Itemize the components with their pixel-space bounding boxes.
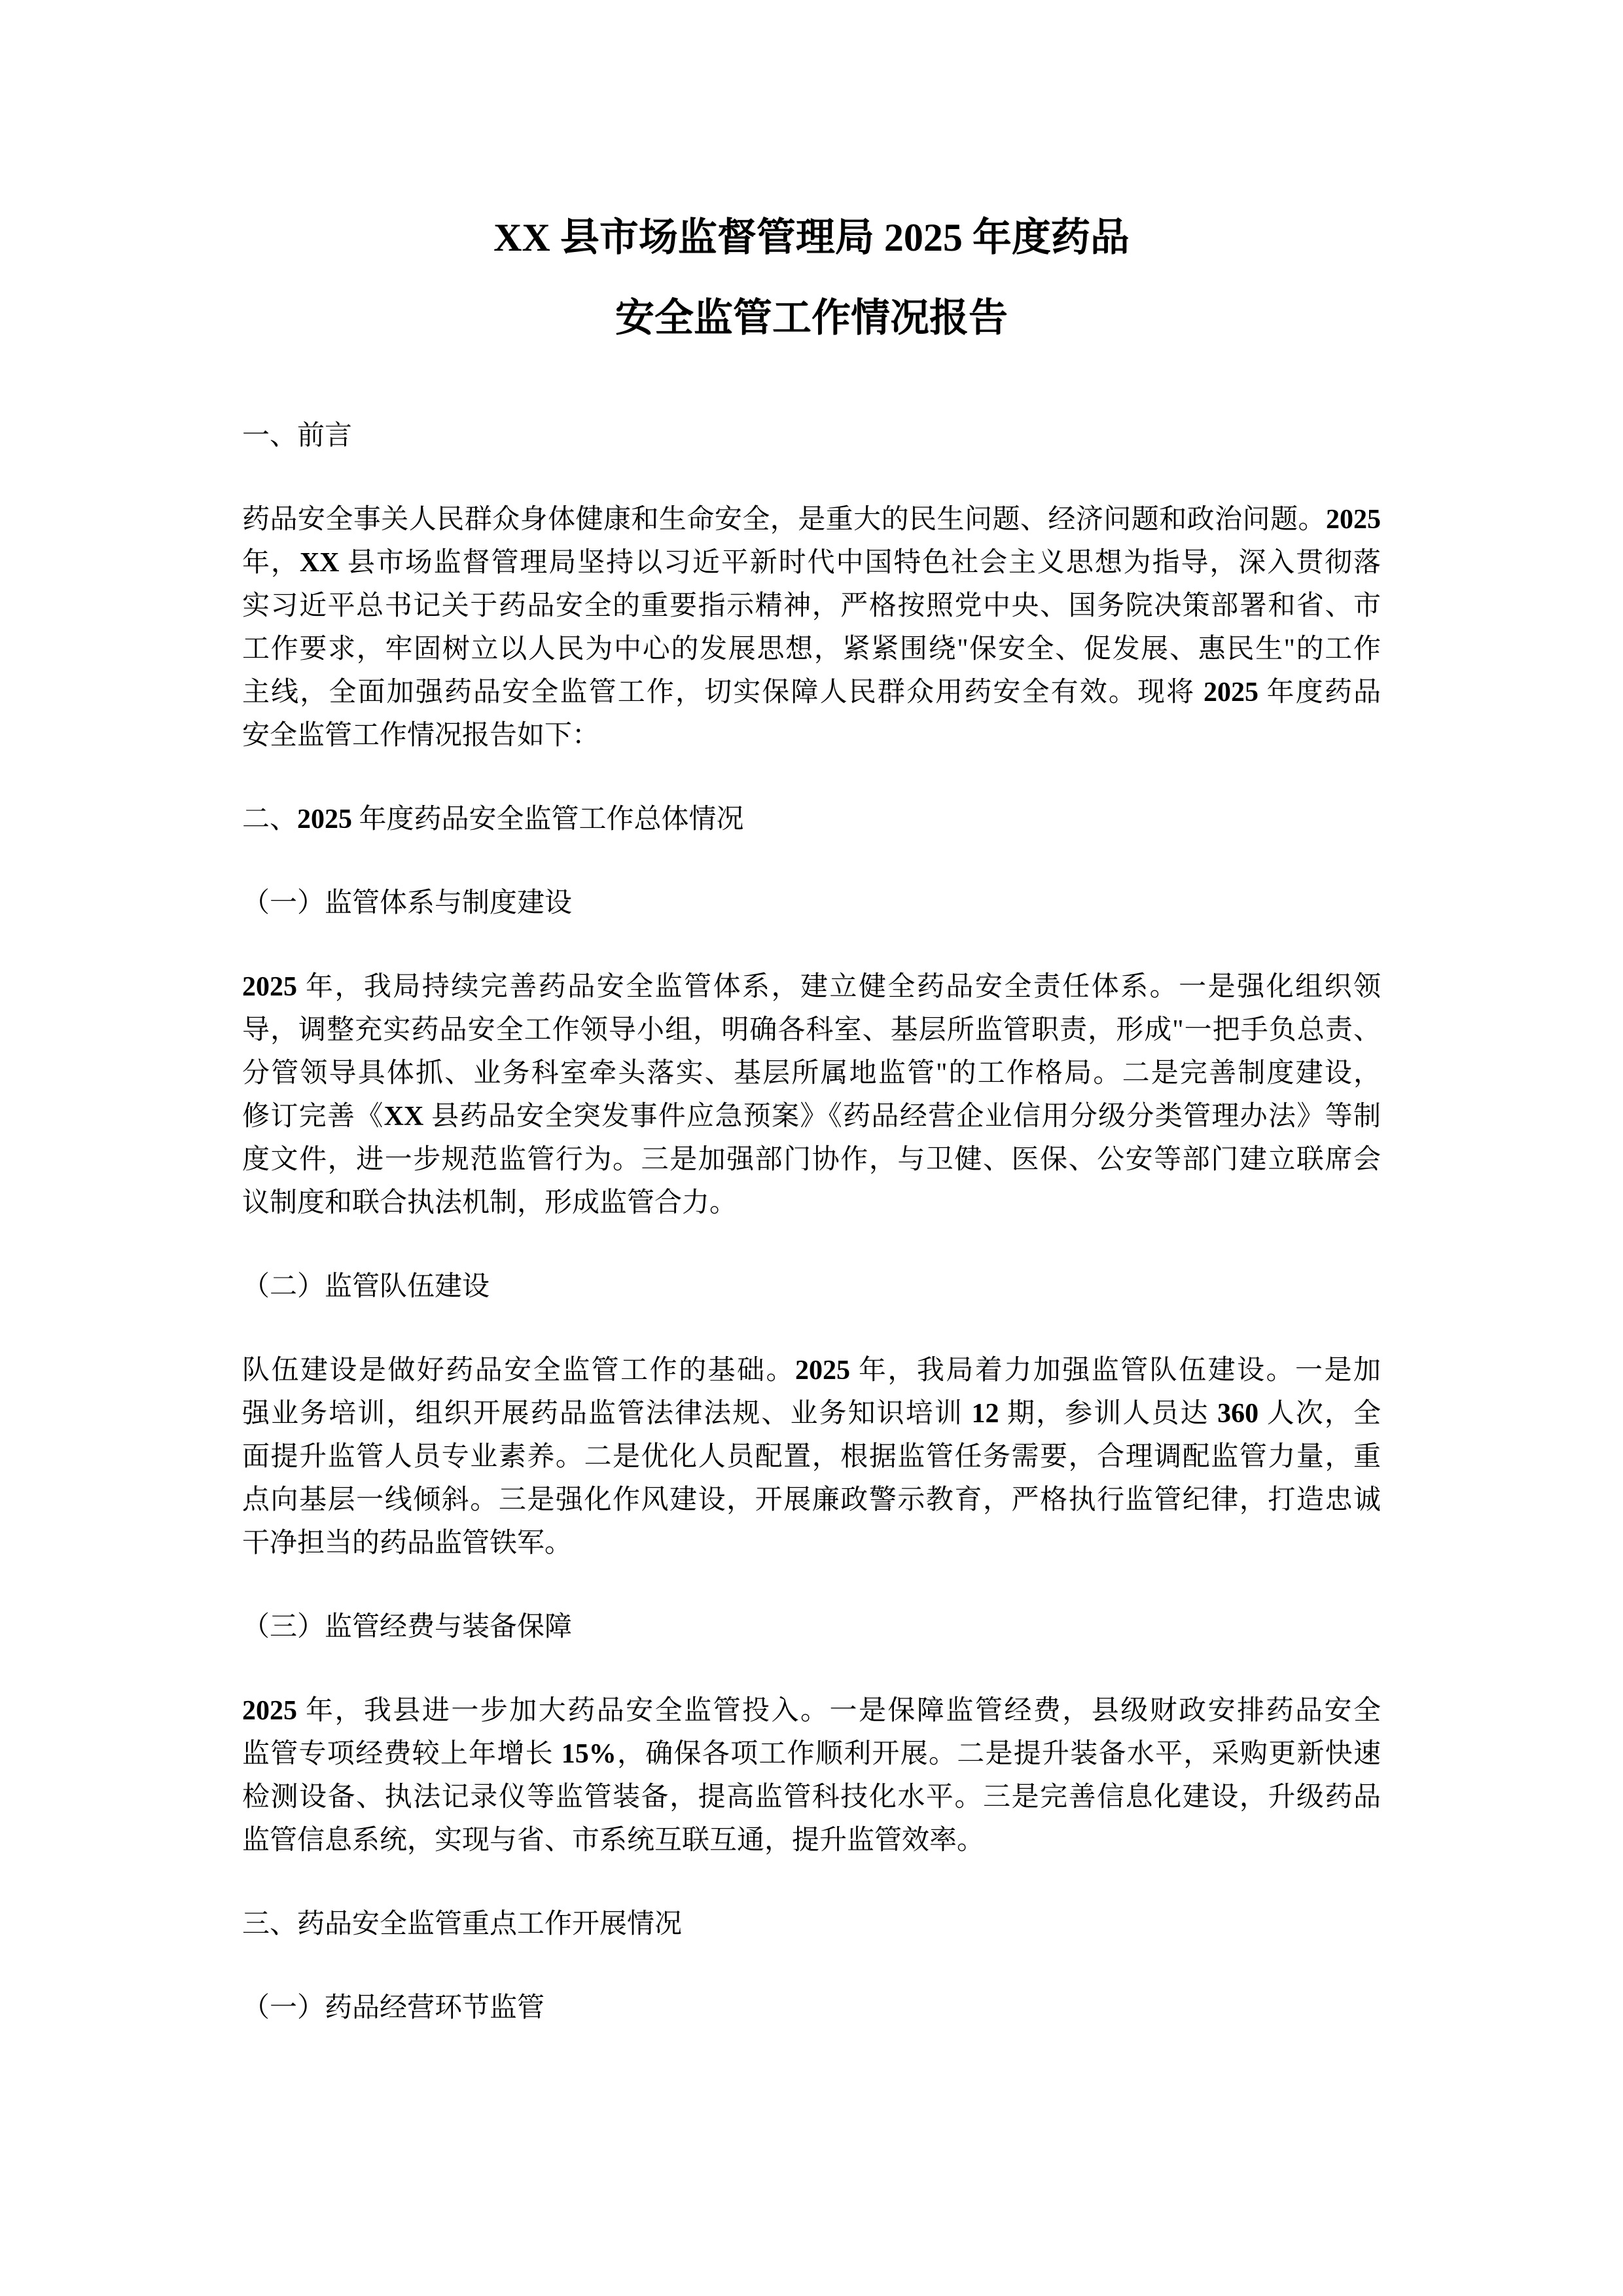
text-line: 强业务培训，组织开展药品监管法律法规、业务知识培训 12 期，参训人员达 360 人次，全 <box>242 1399 1381 1429</box>
body-paragraph-funding-equipment <box>242 1689 1381 1862</box>
text-line: 工作要求，牢固树立以人民为中心的发展思想，紧紧围绕"保安全、促发展、惠民生"的工作 <box>242 634 1381 664</box>
text-line: 2025 年，我局持续完善药品安全监管体系，建立健全药品安全责任体系。一是强化组织领 <box>242 972 1381 1002</box>
text-line: 实习近平总书记关于药品安全的重要指示精神，严格按照党中央、国务院决策部署和省、市 <box>242 591 1381 621</box>
text-line: 监管专项经费较上年增长 15%，确保各项工作顺利开展。二是提升装备水平，采购更新快速 <box>242 1739 1381 1769</box>
subsection-heading-system-building: （一）监管体系与制度建设 <box>242 888 573 918</box>
document-title <box>242 198 1381 359</box>
subsection-heading-team-building: （二）监管队伍建设 <box>242 1272 490 1302</box>
subsection-heading-distribution-supervision: （一）药品经营环节监管 <box>242 1993 545 2023</box>
text-line: 年，XX 县市场监督管理局坚持以习近平新时代中国特色社会主义思想为指导，深入贯彻落 <box>242 548 1381 578</box>
subsection-heading-funding-equipment: （三）监管经费与装备保障 <box>242 1612 573 1642</box>
text-line: 面提升监管人员专业素养。二是优化人员配置，根据监管任务需要，合理调配监管力量，重 <box>242 1442 1381 1472</box>
text-line: 队伍建设是做好药品安全监管工作的基础。2025 年，我局着力加强监管队伍建设。一是加 <box>242 1355 1381 1386</box>
text-line: 检测设备、执法记录仪等监管装备，提高监管科技化水平。三是完善信息化建设，升级药品 <box>242 1782 1381 1812</box>
text-line: 监管信息系统，实现与省、市系统互联互通，提升监管效率。 <box>242 1825 985 1856</box>
section-heading-overall-situation: 二、2025 年度药品安全监管工作总体情况 <box>242 804 744 834</box>
section-heading-foreword: 一、前言 <box>242 421 353 451</box>
body-paragraph-system-building <box>242 965 1381 1225</box>
text-line: 导，调整充实药品安全工作领导小组，明确各科室、基层所监管职责，形成"一把手负总责、 <box>242 1015 1381 1045</box>
document-title-line1: XX 县市场监督管理局 2025 年度药品 <box>493 216 1130 259</box>
text-line: 点向基层一线倾斜。三是强化作风建设，开展廉政警示教育，严格执行监管纪律，打造忠诚 <box>242 1485 1381 1515</box>
text-line: 分管领导具体抓、业务科室牵头落实、基层所属地监管"的工作格局。二是完善制度建设， <box>242 1058 1381 1088</box>
text-line: 2025 年，我县进一步加大药品安全监管投入。一是保障监管经费，县级财政安排药品安全 <box>242 1696 1381 1726</box>
text-line: 修订完善《XX 县药品安全突发事件应急预案》《药品经营企业信用分级分类管理办法》等制 <box>242 1102 1381 1132</box>
text-line: 干净担当的药品监管铁军。 <box>242 1528 573 1558</box>
text-line: 安全监管工作情况报告如下： <box>242 721 600 751</box>
section-heading-key-work: 三、药品安全监管重点工作开展情况 <box>242 1909 683 1939</box>
text-line: 度文件，进一步规范监管行为。三是加强部门协作，与卫健、医保、公安等部门建立联席会 <box>242 1145 1381 1175</box>
body-paragraph-foreword <box>242 498 1381 757</box>
text-line: 主线，全面加强药品安全监管工作，切实保障人民群众用药安全有效。现将 2025 年度药品 <box>242 677 1381 708</box>
body-paragraph-team-building <box>242 1349 1381 1565</box>
document-title-line2: 安全监管工作情况报告 <box>615 296 1008 340</box>
text-line: 议制度和联合执法机制，形成监管合力。 <box>242 1188 738 1218</box>
text-line: 药品安全事关人民群众身体健康和生命安全，是重大的民生问题、经济问题和政治问题。2025 <box>242 505 1381 535</box>
